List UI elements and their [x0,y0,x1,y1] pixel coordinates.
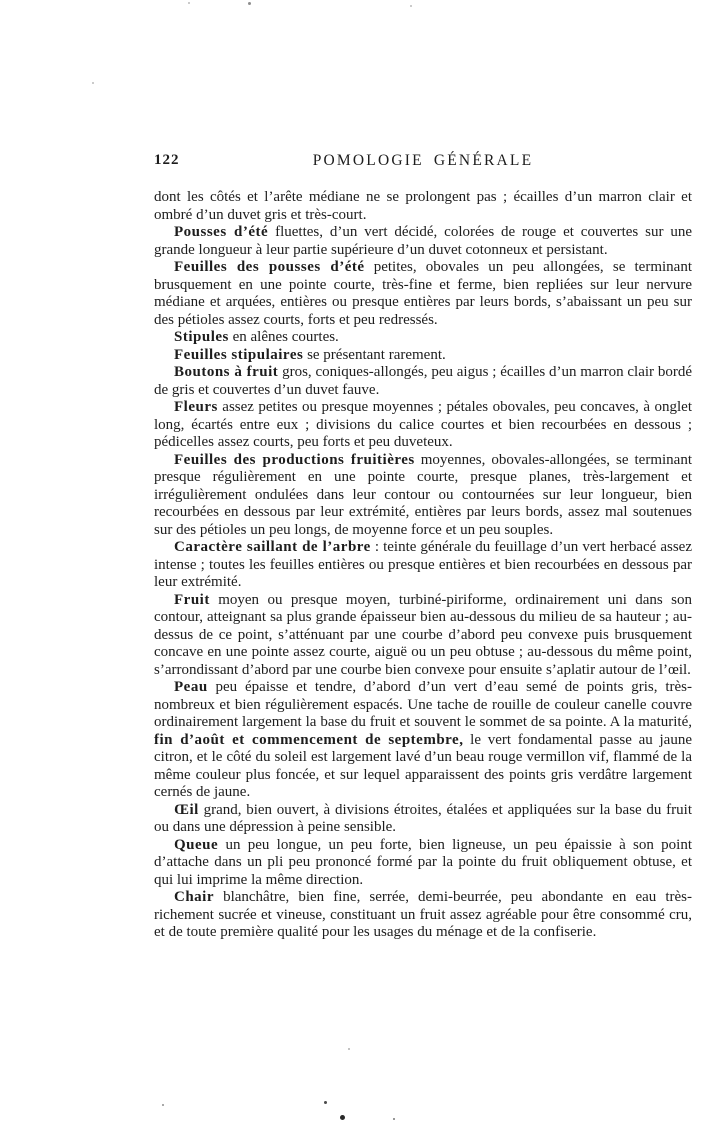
paragraph [154,592,692,680]
ink-speck [162,1104,164,1106]
paragraph-lead: Stipules [174,329,229,345]
text-column [154,152,692,942]
running-title: POMOLOGIE GÉNÉRALE [312,152,534,169]
paragraph-text: moyen ou presque moyen, turbiné-piriforme, ordinairement uni dans son contour, atteignant sa plus grande épaisseur bien au-dessous du milieu de sa hauteur ; au-dessus de ce point, s’atténuant par une courbe d’abord peu convexe puis brusquement concave en une pointe assez courte, aiguë ou un peu obtuse ; au-dessous du même point, s’arrondissant d’abord par une courbe bien convexe pour ensuite s’aplatir autour de l’œil. [154,591,692,678]
paragraph-lead: Œil [174,801,199,818]
paragraph-lead: Caractère saillant de l’arbre [174,539,371,555]
paragraph [154,889,692,942]
paragraph [154,224,692,259]
paragraph-lead: Fleurs [174,399,218,415]
paragraph [154,329,692,347]
ink-speck [410,5,412,7]
paragraph-text: : teinte générale du feuillage d’un vert herbacé assez intense ; toutes les feuilles entières ou presque entières et bien recourbées en dessous par leur extrémité. [154,539,692,590]
paragraph-text: dont les côtés et l’arête médiane ne se prolongent pas ; écailles d’un marron clair et ombré d’un duvet gris et très-court. [154,189,692,223]
page-number: 122 [154,152,180,168]
page-body [154,189,692,942]
paragraph-lead: fin d’août et commencement de septembre, [154,731,464,748]
paragraph-lead: Feuilles des pousses d’été [174,259,365,275]
paragraph-text: fluettes, d’un vert décidé, colorées de rouge et couvertes sur une grande longueur à leur partie supérieure d’un duvet cotonneux et persistant. [154,224,692,258]
paragraph-lead: Peau [174,679,208,695]
ink-speck [188,2,190,4]
paragraph-lead: Fruit [174,591,210,608]
paragraph-text: blanchâtre, bien fine, serrée, demi-beurrée, peu abondante en eau très-richement sucrée et vineuse, constituant un fruit assez agréable pour être consommé cru, et de toute première qualité pour les usages du ménage et de la confiserie. [154,889,692,940]
paragraph-text: peu épaisse et tendre, d’abord d’un vert d’eau semé de points gris, très-nombreux et bien régulièrement espacés. Une tache de rouille de couleur canelle couvre ordinairement largement la base du fruit et souvent le sommet de sa pointe. A la maturité, [154,679,692,730]
paragraph-lead: Pousses d’été [174,224,269,240]
paragraph [154,259,692,329]
ink-speck [348,1048,350,1050]
ink-speck [248,2,251,5]
paragraph [154,364,692,399]
paragraph [154,837,692,890]
paragraph [154,399,692,452]
paragraph-text: assez petites ou presque moyennes ; pétales obovales, peu concaves, à onglet long, écartés entre eux ; divisions du calice courtes et bien recourbées en dessous ; pédicelles assez courts, peu forts et peu duveteux. [154,399,692,450]
paragraph-text: le vert fondamental passe au jaune citron, et le côté du soleil est largement lavé d’un beau rouge vermillon vif, flammé de la même couleur plus foncée, et sur lequel apparaissent des points gris verdâtre largement cernés de jaune. [154,731,692,800]
paragraph-lead: Feuilles stipulaires [174,346,304,363]
paragraph [154,189,692,224]
paragraph-text: moyennes, obovales-allongées, se terminant presque régulièrement en une pointe courte, presque planes, très-largement et irrégulièrement ondulées dans leur contour ou contournées sur leur longueur, bien recourbées en dessous par leur extrémité, entières par leurs bords, assez mal soutenues sur des pétioles un peu longs, de moyenne force et un peu souples. [154,451,692,538]
ink-speck [324,1101,327,1104]
paragraph-lead: Queue [174,836,219,853]
paragraph [154,452,692,540]
ink-speck [393,1118,395,1120]
paragraph-text: en alênes courtes. [228,329,339,345]
paragraph-lead: Boutons à fruit [174,364,279,380]
paragraph [154,802,692,837]
ink-speck [340,1115,345,1120]
paragraph [154,347,692,365]
paragraph-lead: Feuilles des productions fruitières [174,451,415,468]
paragraph-text: un peu longue, un peu forte, bien ligneuse, un peu épaissie à son point d’attache dans un pli peu prononcé formé par la pointe du fruit obliquement obtuse, et qui lui imprime la même direction. [154,836,692,888]
paragraph-text: se présentant rarement. [303,346,446,363]
paragraph-text: grand, bien ouvert, à divisions étroites, étalées et appliquées sur la base du fruit ou dans une dépression à peine sensible. [154,801,692,835]
paragraph-lead: Chair [174,889,214,905]
running-header [154,152,692,174]
paragraph-text: gros, coniques-allongés, peu aigus ; écailles d’un marron clair bordé de gris et couvertes d’un duvet fauve. [154,364,692,398]
paragraph-text: petites, obovales un peu allongées, se terminant brusquement en une pointe courte, très-fine et ferme, bien repliées sur leur nervure médiane et arquées, entières ou presque entières par leurs bords, s’abaissant un peu sur des pétioles assez courts, forts et peu redressés. [154,259,692,328]
paragraph [154,679,692,802]
ink-speck [92,82,94,84]
paragraph [154,539,692,592]
